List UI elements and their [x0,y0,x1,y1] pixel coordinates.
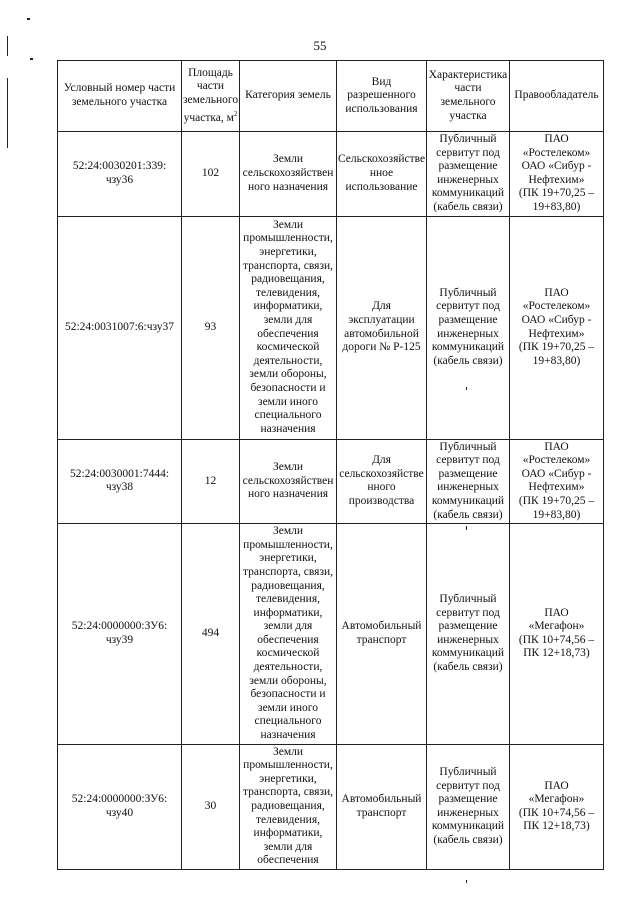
cell-characteristic: Публичный сервитут под размещение инженерных коммуникаций (кабель связи) [427,744,510,869]
cell-characteristic: Публичный сервитут под размещение инженерных коммуникаций (кабель связи) [427,132,510,217]
cell-category: Земли сельскохозяйствен ного назначения [240,439,337,524]
cell-use: Сельскохозяйстве нное использование [337,132,427,217]
header-area-label: Площадь части земельного участка, м [183,66,239,124]
cell-owner: ПАО «Мегафон» (ПК 10+74,56 – ПК 12+18,73) [510,524,604,745]
cell-category: Земли промышленности, энергетики, транспорта, связи, радиовещания, телевидения, информатики, земли для обеспечения космической деятельности, земли обороны, безопасности и земли иного специального назначения [240,524,337,745]
header-use: Вид разрешенного использования [337,61,427,132]
cell-area: 494 [182,524,240,745]
cell-category: Земли сельскохозяйствен ного назначения [240,132,337,217]
table-row [58,744,604,869]
header-category: Категория земель [240,61,337,132]
table-row [58,132,604,217]
cell-characteristic: Публичный сервитут под размещение инженерных коммуникаций (кабель связи) [427,216,510,439]
cell-use: Для сельскохозяйстве нного производства [337,439,427,524]
cell-characteristic: Публичный сервитут под размещение инженерных коммуникаций (кабель связи) [427,439,510,524]
cell-area: 93 [182,216,240,439]
scan-mark [30,58,33,60]
cell-characteristic: Публичный сервитут под размещение инженерных коммуникаций (кабель связи) [427,524,510,745]
page-number: 55 [313,38,327,53]
cell-area: 102 [182,132,240,217]
table-row [58,524,604,745]
cell-owner: ПАО «Ростелеком» ОАО «Сибур - Нефтехим» (ПК 19+70,25 – 19+83,80) [510,132,604,217]
cell-use: Автомобильный транспорт [337,744,427,869]
land-parts-table [57,60,604,870]
cell-area: 30 [182,744,240,869]
header-characteristic: Характеристика части земельного участка [427,61,510,132]
cell-number: 52:24:0031007:6:чзу37 [58,216,182,439]
scan-mark [466,880,467,883]
cell-owner: ПАО «Ростелеком» ОАО «Сибур - Нефтехим» (ПК 19+70,25 – 19+83,80) [510,216,604,439]
header-number: Условный номер части земельного участка [58,61,182,132]
header-owner: Правообладатель [510,61,604,132]
cell-use: Автомобильный транспорт [337,524,427,745]
cell-area: 12 [182,439,240,524]
cell-owner: ПАО «Мегафон» (ПК 10+74,56 – ПК 12+18,73) [510,744,604,869]
header-area-unit-sup: 2 [233,109,238,118]
header-area [182,61,240,132]
cell-number: 52:24:0000000:ЗУ6: чзу40 [58,744,182,869]
table-row [58,216,604,439]
table-row [58,439,604,524]
cell-use: Для эксплуатации автомобильной дороги № Р-125 [337,216,427,439]
cell-category: Земли промышленности, энергетики, транспорта, связи, радиовещания, телевидения, информатики, земли для обеспечения [240,744,337,869]
scan-mark [7,78,8,148]
cell-category: Земли промышленности, энергетики, транспорта, связи, радиовещания, телевидения, информатики, земли для обеспечения космической деятельности, земли обороны, безопасности и земли иного специального назначения [240,216,337,439]
cell-owner: ПАО «Ростелеком» ОАО «Сибур - Нефтехим» (ПК 19+70,25 – 19+83,80) [510,439,604,524]
cell-number: 52:24:0030201:339: чзу36 [58,132,182,217]
scan-mark [27,18,30,20]
cell-number: 52:24:0000000:ЗУ6: чзу39 [58,524,182,745]
cell-number: 52:24:0030001:7444: чзу38 [58,439,182,524]
table-header-row [58,61,604,132]
